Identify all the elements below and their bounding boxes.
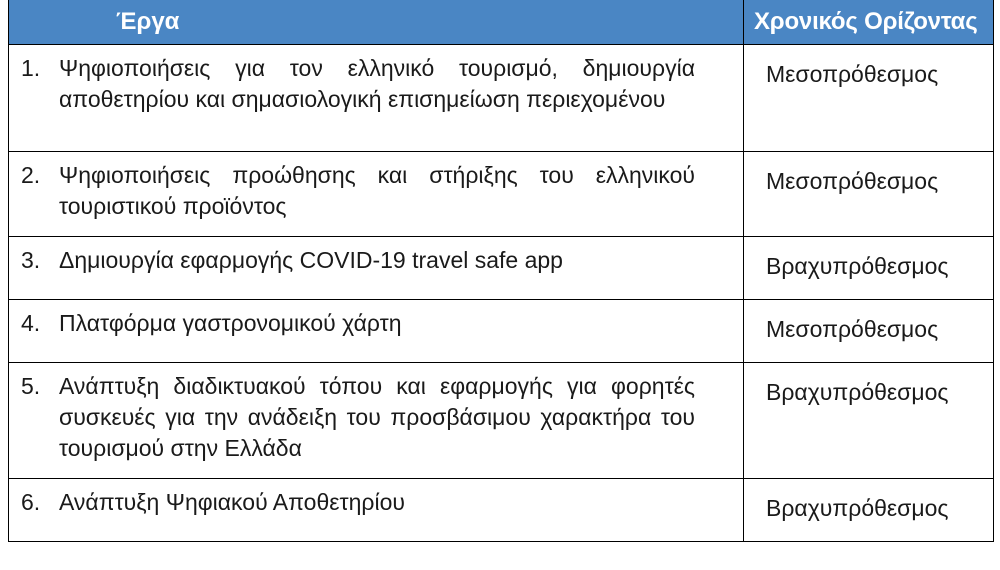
table-row xyxy=(9,363,994,479)
table-row xyxy=(9,237,994,300)
horizon-cell: Βραχυπρόθεσμος xyxy=(744,237,994,300)
projects-table-container xyxy=(8,0,993,570)
task-cell xyxy=(9,45,744,152)
task-text: Δημιουργία εφαρμογής COVID-19 travel safe app xyxy=(59,247,563,273)
task-text: Ανάπτυξη διαδικτυακού τόπου και εφαρμογής για φορητές συσκευές για την ανάδειξη του προσβάσιμου χαρακτήρα του τουρισμού στην Ελλάδα xyxy=(59,373,695,461)
task-text: Ψηφιοποιήσεις για τον ελληνικό τουρισμό, δημιουργία αποθετηρίου και σημασιολογική επισημείωση περιεχομένου xyxy=(59,55,695,112)
task-number: 2. xyxy=(21,162,41,188)
table-row xyxy=(9,479,994,542)
horizon-cell: Μεσοπρόθεσμος xyxy=(744,152,994,237)
task-cell xyxy=(9,237,744,300)
task-number: 5. xyxy=(21,373,41,399)
table-row xyxy=(9,152,994,237)
horizon-column-header: Χρονικός Ορίζοντας xyxy=(744,0,994,45)
projects-table xyxy=(8,0,994,542)
task-number: 4. xyxy=(21,310,41,336)
task-cell xyxy=(9,479,744,542)
task-text: Πλατφόρμα γαστρονομικού χάρτη xyxy=(59,310,402,336)
horizon-cell: Βραχυπρόθεσμος xyxy=(744,363,994,479)
horizon-cell: Μεσοπρόθεσμος xyxy=(744,45,994,152)
task-cell xyxy=(9,152,744,237)
task-cell xyxy=(9,363,744,479)
table-row xyxy=(9,300,994,363)
horizon-cell: Βραχυπρόθεσμος xyxy=(744,479,994,542)
task-cell xyxy=(9,300,744,363)
table-header-row xyxy=(9,0,994,45)
task-number: 3. xyxy=(21,247,41,273)
horizon-cell: Μεσοπρόθεσμος xyxy=(744,300,994,363)
task-number: 6. xyxy=(21,489,41,515)
task-number: 1. xyxy=(21,55,41,81)
task-text: Ψηφιοποιήσεις προώθησης και στήριξης του ελληνικού τουριστικού προϊόντος xyxy=(59,162,695,219)
tasks-column-header: Έργα xyxy=(9,0,744,45)
table-row xyxy=(9,45,994,152)
task-text: Ανάπτυξη Ψηφιακού Αποθετηρίου xyxy=(59,489,405,515)
